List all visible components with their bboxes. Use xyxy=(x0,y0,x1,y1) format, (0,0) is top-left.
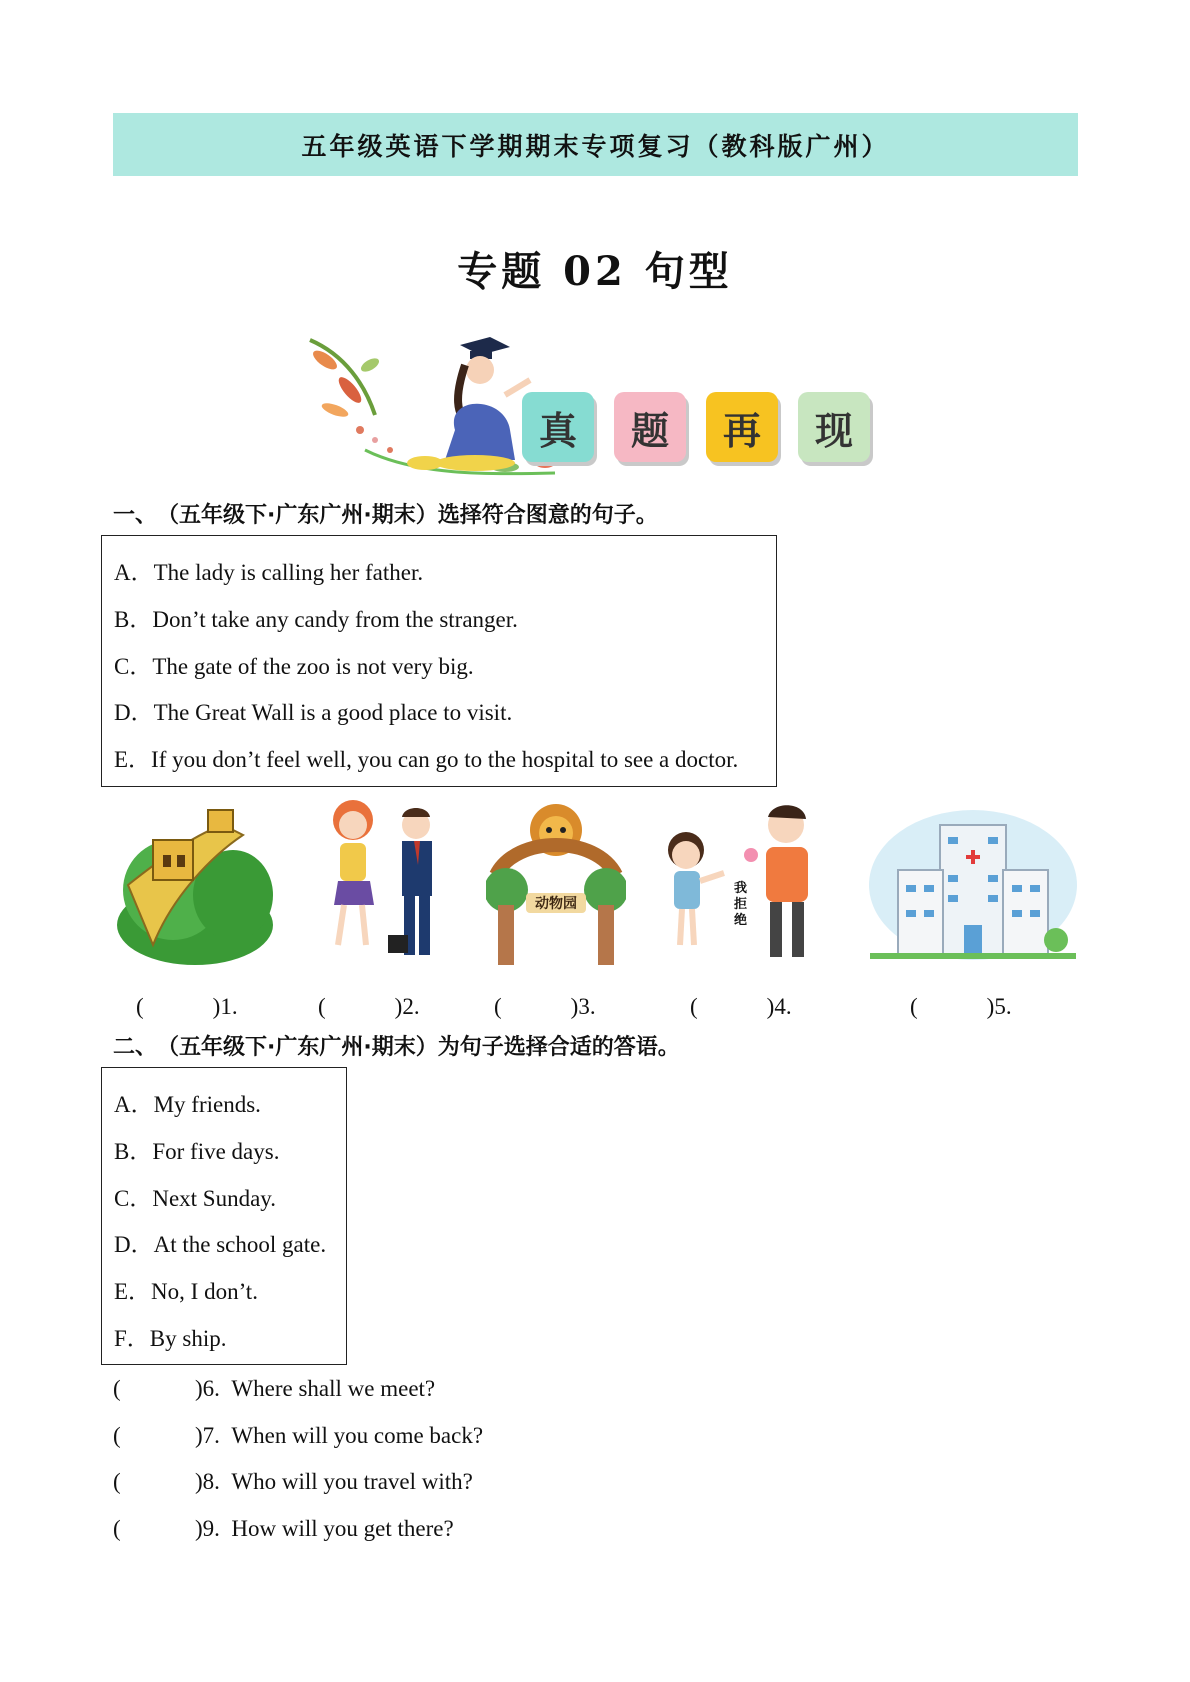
section1-title: 一、 （五年级下·广东广州·期末）选择符合图意的句子。 xyxy=(113,503,658,528)
option-d: D．At the school gate. xyxy=(114,1232,327,1257)
question-number: )7. xyxy=(195,1423,220,1448)
page-title: 专题 02 句型 xyxy=(457,248,733,295)
banner-title: 五年级英语下学期期末专项复习（教科版广州） xyxy=(301,131,890,161)
refuse-text xyxy=(734,881,750,929)
hospital-picture xyxy=(868,795,1078,970)
refuse-char: 绝 xyxy=(734,913,748,928)
section2-title: 二、 （五年级下·广东广州·期末）为句子选择合适的答语。 xyxy=(113,1035,680,1060)
option-b: B．Don’t take any candy from the stranger. xyxy=(114,607,518,632)
section1-options-box xyxy=(101,535,777,787)
graduate-girl-icon xyxy=(435,337,530,471)
option-f: F．By ship. xyxy=(114,1326,227,1351)
option-a: A．The lady is calling her father. xyxy=(114,560,424,585)
answer-blank[interactable]: ( xyxy=(113,1376,121,1401)
option-e: E．No, I don’t. xyxy=(114,1279,258,1304)
question-text: Who will you travel with? xyxy=(231,1469,473,1494)
option-c: C．Next Sunday. xyxy=(114,1186,277,1211)
question-8 xyxy=(113,1469,473,1495)
blank-3[interactable]: ( )3. xyxy=(494,994,596,1019)
hero-tile: 现 xyxy=(798,392,870,462)
zoo-gate-icon xyxy=(486,795,626,970)
option-d: D．The Great Wall is a good place to visit. xyxy=(114,700,513,725)
answer-blank[interactable]: ( xyxy=(113,1516,121,1541)
hero-tiles xyxy=(522,392,870,462)
section2-options-box xyxy=(101,1067,347,1365)
leaf-decoration-icon xyxy=(310,340,555,474)
hero-tile: 再 xyxy=(706,392,778,462)
question-6 xyxy=(113,1376,435,1402)
blank-2[interactable]: ( )2. xyxy=(318,994,420,1019)
refuse-char: 拒 xyxy=(734,897,748,912)
hero-tile: 题 xyxy=(614,392,686,462)
question-7 xyxy=(113,1423,483,1449)
answer-blank[interactable]: ( xyxy=(113,1423,121,1448)
great-wall-picture xyxy=(113,795,278,970)
blank-1[interactable]: ( )1. xyxy=(136,994,238,1019)
question-text: Where shall we meet? xyxy=(231,1376,436,1401)
lady-calling-picture xyxy=(308,795,458,970)
question-number: )9. xyxy=(195,1516,220,1541)
question-number: )8. xyxy=(195,1469,220,1494)
question-9 xyxy=(113,1516,454,1542)
blank-4[interactable]: ( )4. xyxy=(690,994,792,1019)
option-e: E．If you don’t feel well, you can go to the hospital to see a doctor. xyxy=(114,747,739,772)
zoo-gate-picture xyxy=(486,795,626,970)
refuse-candy-picture xyxy=(656,795,836,970)
header-banner xyxy=(113,113,1078,176)
hero-tile: 真 xyxy=(522,392,594,462)
option-b: B．For five days. xyxy=(114,1139,280,1164)
question-number: )6. xyxy=(195,1376,220,1401)
blank-5[interactable]: ( )5. xyxy=(910,994,1012,1019)
question-text: When will you come back? xyxy=(231,1423,484,1448)
zoo-sign: 动物园 xyxy=(526,893,586,913)
option-a: A．My friends. xyxy=(114,1092,261,1117)
answer-blank[interactable]: ( xyxy=(113,1469,121,1494)
refuse-char: 我 xyxy=(734,881,748,896)
question-text: How will you get there? xyxy=(231,1516,454,1541)
option-c: C．The gate of the zoo is not very big. xyxy=(114,654,474,679)
